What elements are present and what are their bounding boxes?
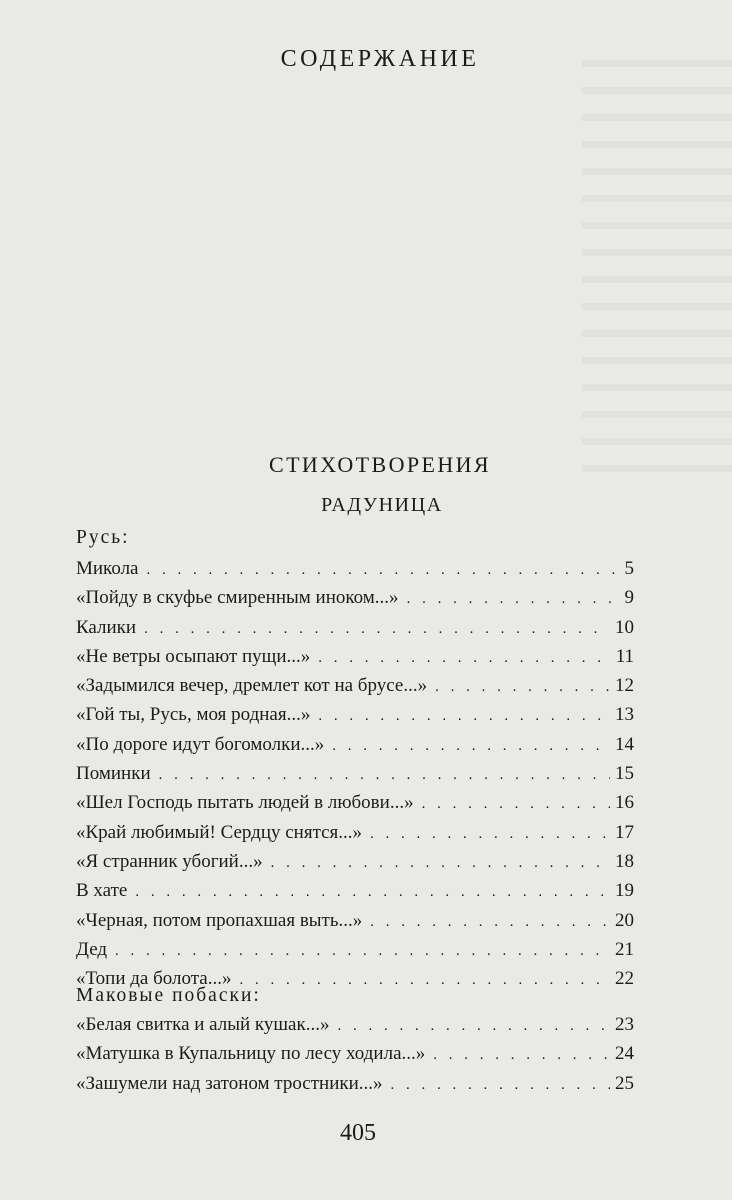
entry-title: «Топи да болота...» (76, 968, 232, 990)
entry-title: Поминки (76, 763, 151, 785)
entry-title: «Черная, потом пропахшая выть...» (76, 909, 363, 931)
bleed-through-text (582, 40, 732, 480)
dot-leader (332, 738, 610, 757)
entry-title: В хате (76, 880, 128, 902)
dot-leader (337, 1018, 610, 1037)
group-label-rus: Русь: (76, 527, 130, 548)
entry-page: 25 (615, 1072, 634, 1094)
toc-entry (76, 792, 634, 821)
toc-entry (76, 1073, 634, 1102)
toc-list-rus (76, 558, 634, 997)
toc-list-makovye-pobaski (76, 1014, 634, 1102)
entry-title: Калики (76, 616, 137, 638)
toc-entry (76, 646, 634, 675)
toc-entry (76, 939, 634, 968)
entry-page: 14 (615, 733, 634, 755)
toc-entry (76, 1014, 634, 1043)
entry-page: 5 (624, 558, 634, 579)
dot-leader (159, 767, 610, 786)
entry-title: «Зашумели над затоном тростники...» (76, 1072, 383, 1094)
entry-page: 10 (615, 616, 634, 638)
toc-entry (76, 880, 634, 909)
entry-title: «Я странник убогий...» (76, 850, 263, 872)
entry-page: 15 (615, 763, 634, 785)
toc-entry (76, 704, 634, 733)
toc-entry (76, 617, 634, 646)
dot-leader (370, 914, 610, 933)
entry-page: 9 (624, 587, 634, 609)
toc-entry (76, 734, 634, 763)
toc-entry (76, 558, 634, 587)
entry-page: 20 (615, 909, 634, 931)
dot-leader (435, 679, 610, 698)
dot-leader (271, 855, 610, 874)
toc-entry (76, 763, 634, 792)
dot-leader (422, 796, 610, 815)
dot-leader (147, 562, 618, 581)
group-label-makovye-pobaski: Маковые побаски: (76, 985, 261, 1006)
dot-leader (135, 884, 610, 903)
entry-title: «Не ветры осыпают пущи...» (76, 645, 311, 667)
dot-leader (391, 1077, 610, 1096)
toc-entry (76, 910, 634, 939)
entry-title: «Шел Господь пытать людей в любови...» (76, 792, 414, 814)
toc-entry (76, 587, 634, 616)
entry-page: 12 (615, 675, 634, 697)
toc-entry (76, 675, 634, 704)
entry-page: 21 (615, 938, 634, 960)
entry-title: «Матушка в Купальницу по лесу ходила...» (76, 1043, 426, 1065)
entry-title: «По дороге идут богомолки...» (76, 733, 325, 755)
entry-page: 24 (615, 1043, 634, 1065)
dot-leader (318, 650, 610, 669)
subsection-title: РАДУНИЦА (321, 494, 443, 516)
section-title: СТИХОТВОРЕНИЯ (269, 452, 491, 477)
entry-title: «Край любимый! Сердцу снятся...» (76, 821, 363, 843)
toc-entry (76, 1043, 634, 1072)
dot-leader (239, 972, 610, 991)
entry-page: 13 (615, 704, 634, 726)
toc-entry (76, 851, 634, 880)
entry-title: «Пойду в скуфье смиренным иноком...» (76, 587, 399, 609)
entry-page: 22 (615, 968, 634, 990)
entry-title: «Задымился вечер, дремлет кот на брусе...» (76, 675, 428, 697)
entry-page: 23 (615, 1014, 634, 1035)
entry-title: «Гой ты, Русь, моя родная...» (76, 704, 311, 726)
entry-page: 17 (615, 821, 634, 843)
page-number: 405 (340, 1120, 376, 1146)
dot-leader (115, 943, 610, 962)
dot-leader (433, 1047, 610, 1066)
dot-leader (407, 591, 617, 610)
dot-leader (318, 708, 610, 727)
entry-page: 19 (615, 880, 634, 902)
entry-page: 11 (615, 645, 634, 667)
contents-heading: СОДЕРЖАНИЕ (280, 46, 480, 72)
entry-title: Микола (76, 558, 139, 579)
entry-page: 16 (615, 792, 634, 814)
dot-leader (370, 826, 610, 845)
dot-leader (144, 621, 610, 640)
entry-title: Дед (76, 938, 108, 960)
entry-page: 18 (615, 850, 634, 872)
toc-entry (76, 822, 634, 851)
entry-title: «Белая свитка и алый кушак...» (76, 1014, 330, 1035)
